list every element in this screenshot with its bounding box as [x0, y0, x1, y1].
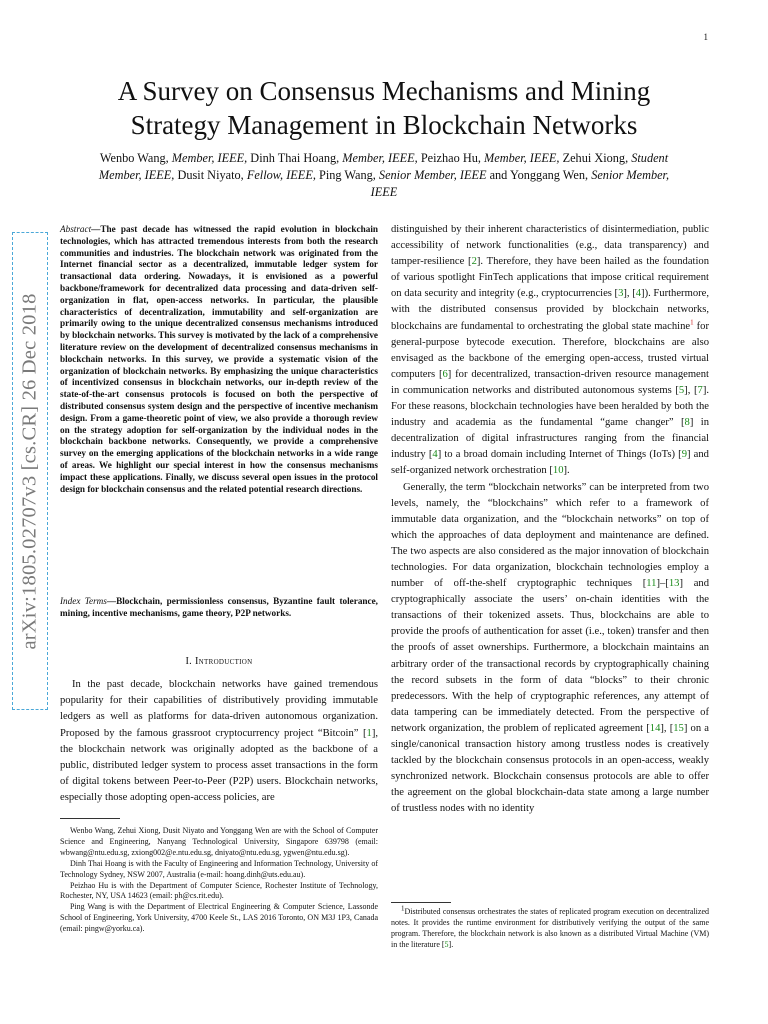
author-name: Ping Wang, [315, 168, 379, 182]
author-name: Dusit Niyato, [174, 168, 247, 182]
author-name: and Yonggang Wen, [486, 168, 592, 182]
abstract-label: Abstract [60, 224, 92, 234]
footnote-divider [391, 902, 451, 903]
citation-link[interactable]: 5 [444, 939, 449, 949]
author-role: Member, IEEE, [171, 151, 248, 165]
page-number: 1 [703, 32, 708, 42]
text-run: ]. For these reasons, blockchain technologies have been heralded by both the industry and academia as the fundamental “game changer” [ [391, 384, 709, 429]
section-number: I. [185, 656, 195, 667]
footnote [391, 904, 709, 951]
footnote-divider [60, 818, 120, 819]
author-name: Peizhao Hu, [417, 151, 485, 165]
text-run: ], [ [660, 722, 674, 734]
right-column-text [391, 222, 709, 817]
abstract [60, 224, 378, 495]
author-role: Fellow, IEEE, [246, 168, 316, 182]
arxiv-id: arXiv:1805.02707v3 [cs.CR] 26 Dec 2018 [18, 292, 41, 650]
index-terms-text: —Blockchain, permissionless consensus, Byzantine fault tolerance, mining, incentive mechanisms, game theory, P2P networks. [60, 596, 378, 618]
title-line-1: A Survey on Consensus Mechanisms and Mining [117, 76, 651, 106]
text-run: ] and self-organized network orchestration [ [391, 449, 709, 477]
paper-title [0, 74, 768, 142]
arxiv-stamp [12, 232, 48, 710]
section-heading [60, 656, 378, 667]
citation-link[interactable]: 10 [552, 465, 564, 477]
author-name: Zehui Xiong, [559, 151, 632, 165]
affiliation-note: Peizhao Hu is with the Department of Computer Science, Rochester Institute of Technology, Rochester, NY, USA 14623 (email: ph@cs.rit.edu). [60, 880, 378, 901]
paragraph [391, 222, 709, 480]
text-run: ] in decentralization of digital infrastructures ranging from the financial industry [ [391, 417, 710, 461]
citation-link[interactable]: 13 [668, 578, 680, 590]
author-name: Dinh Thai Hoang, [247, 151, 343, 165]
index-terms-label: Index Terms [60, 596, 107, 606]
citation-link[interactable]: 9 [681, 449, 688, 461]
introduction-text [60, 677, 378, 807]
text-run: ], [ [623, 288, 636, 300]
citation-link[interactable]: 11 [646, 578, 657, 590]
text-run: ]. [448, 939, 454, 949]
author-role: Student Member, IEEE, [98, 151, 669, 182]
text-run: ] and cryptographically associate the users’ on-chain identities with the transactions of their tokenized assets. Thus, blockchains are able to provide the proofs of authentication for asset (i.e., token) transfer and then the proofs of asset ownerships. Furthermore, a blockchain maintains an arbitrary order of the transactional records by cryptographically chaining the record subsets in the form of data “blocks” to their chronic predecessors. With the help of cryptographic references, any attempt of data tampering can be immediately detected. From the perspective of network organization, the problem of replicated agreement [ [391, 578, 709, 734]
section-title: Introduction [194, 656, 253, 667]
citation-link[interactable]: 6 [442, 368, 448, 380]
text-run: ] to a broad domain including Internet of Things (IoTs) [ [437, 449, 682, 461]
citation-link[interactable]: 2 [471, 256, 477, 268]
affiliation-note: Wenbo Wang, Zehui Xiong, Dusit Niyato and Yonggang Wen are with the School of Computer Science and Engineering, Nanyang Technological University, Singapore 639798 (email: wbwang@ntu.edu.sg, zxiong002@e.ntu.edu.sg, dniyato@ntu.edu.sg, ygwen@ntu.edu.sg). [60, 826, 378, 857]
author-role: Member, IEEE, [342, 151, 418, 165]
citation-link[interactable]: 8 [684, 417, 690, 429]
citation-link[interactable]: 7 [697, 384, 703, 396]
citation-link[interactable]: 3 [618, 288, 624, 300]
title-line-2: Strategy Management in Blockchain Networks [130, 110, 638, 140]
index-terms [60, 596, 378, 620]
text-run: ]. Therefore, they have been hailed as the foundation of various spotlight FinTech applications that impose critical requirement on data security and integrity (e.g., cryptocurrencies [ [391, 256, 709, 300]
citation-link[interactable]: 4 [432, 449, 438, 461]
author-role: Senior Member, IEEE [370, 168, 670, 199]
footnote-link[interactable]: 1 [690, 318, 694, 327]
text-run: Distributed consensus orchestrates the states of replicated program execution on decentralized notes. It provides the runtime environment for distributively verifying the output of the same program. Therefore, the blockchain network is also known as a distributed Virtual Machine (VM) in the literature [ [391, 907, 709, 949]
footnote-mark: 1 [401, 904, 405, 913]
text-run: ] for decentralized, transaction-driven resource management in communication networks and distributed autonomous systems [ [391, 368, 709, 396]
citation-link[interactable]: 1 [366, 727, 372, 739]
author-role: Member, IEEE, [484, 151, 560, 165]
author-list [95, 150, 673, 201]
citation-link[interactable]: 5 [678, 384, 685, 396]
author-role: Senior Member, IEEE [378, 168, 487, 182]
author-affiliations [60, 826, 378, 935]
paragraph [391, 480, 709, 818]
affiliation-note: Ping Wang is with the Department of Electrical Engineering & Computer Science, Lassonde School of Engineering, York University, 4700 Keele St., LAS 2016 Toronto, ON M3J 1P3, Canada (email: pingw@yorku.ca). [60, 902, 378, 934]
text-run: ]–[ [656, 578, 669, 590]
abstract-text: —The past decade has witnessed the rapid evolution in blockchain technologies, which has attracted tremendous interests from both the research communities and industries. The blockchain network was originated from the Internet financial sector as a decentralized, immutable ledger system for transactional data ordering. Nowadays, it is envisioned as a powerful backbone/framework for decentralized data processing and data-driven self-organization in flat, open-access networks. In particular, the plausible characteristics of decentralization, immutability and self-organization are primarily owing to the unique decentralized consensus mechanisms introduced by blockchain networks. This survey is motivated by the lack of a comprehensive literature review on the development of decentralized consensus mechanisms in blockchain networks. In this survey, we provide a systematic vision of the organization of blockchain networks. By emphasizing the unique characteristics of incentivized consensus in blockchain networks, our in-depth review of the state-of-the-art consensus protocols is focused on both the perspective of distributed consensus system design and the perspective of incentive mechanism design. From a game-theoretic point of view, we also provide a thorough review on the strategy adoption for self-organization by the individual nodes in the blockchain backbone networks. Consequently, we provide a comprehensive survey on the emerging applications of the blockchain networks in a wide range of areas. We highlight our special interest in how the consensus mechanisms impact these applications. Finally, we discuss several open issues in the protocol design for blockchain consensus and the related potential research directions. [60, 224, 378, 494]
text-run: In the past decade, blockchain networks have gained tremendous popularity for their capabilities of distributively providing immutable ledgers as well as platforms for data-driven autonomous organization. Proposed by the famous grassroot cryptocurrency project “Bitcoin” [ [60, 679, 378, 739]
affiliation-note: Dinh Thai Hoang is with the Faculty of Engineering and Information Technology, University of Technology Sydney, NSW 2007, Australia (e-mail: hoang.dinh@uts.edu.au). [60, 858, 378, 879]
citation-link[interactable]: 14 [649, 722, 661, 734]
text-run: ]). Furthermore, with the distributed consensus provided by blockchain networks, blockchains are fundamental to orchestrating the global state machine [391, 288, 710, 332]
citation-link[interactable]: 15 [673, 722, 684, 734]
text-run: ] on a single/canonical transaction history among trustless nodes is creatively tackled by the blockchain consensus protocols in an open-access, weakly synchronized network. Blockchain consensus protocols are able to offer the agreement on the global blockchain-data state among a large number of trustless nodes with no identity [391, 722, 709, 815]
citation-link[interactable]: 4 [635, 288, 642, 300]
paragraph [60, 677, 378, 807]
text-run: ], the blockchain network was originally adopted as the backbone of a public, distributed ledger system to process asset transactions in the form of digital tokens between Peer-to-Peer (P2P) users. Blockchain networks, especially those adopting open-access policies, are [60, 727, 378, 804]
text-run: for general-purpose bytecode execution. Therefore, blockchains are also envisaged as the backbone of the emerging open-access, trusted virtual computers [ [391, 320, 709, 380]
text-run: ]. [563, 465, 570, 477]
author-name: Wenbo Wang, [99, 151, 172, 165]
text-run: distinguished by their inherent characteristics of disintermediation, public accessibility of network functionalities (e.g., data transparency) and tamper-resilience [ [391, 224, 709, 268]
text-run: Generally, the term “blockchain networks” can be interpreted from two levels, namely, the “blockchains” which refer to a framework of immutable data organization, and the “blockchain networks” on top of which the approaches of data deployment and maintenance are defined. The two aspects are also considered as the major innovation of blockchain technologies. For data organization, blockchain technologies employ a number of off-the-shelf cryptographic techniques [ [391, 481, 709, 590]
text-run: ], [ [684, 384, 698, 396]
